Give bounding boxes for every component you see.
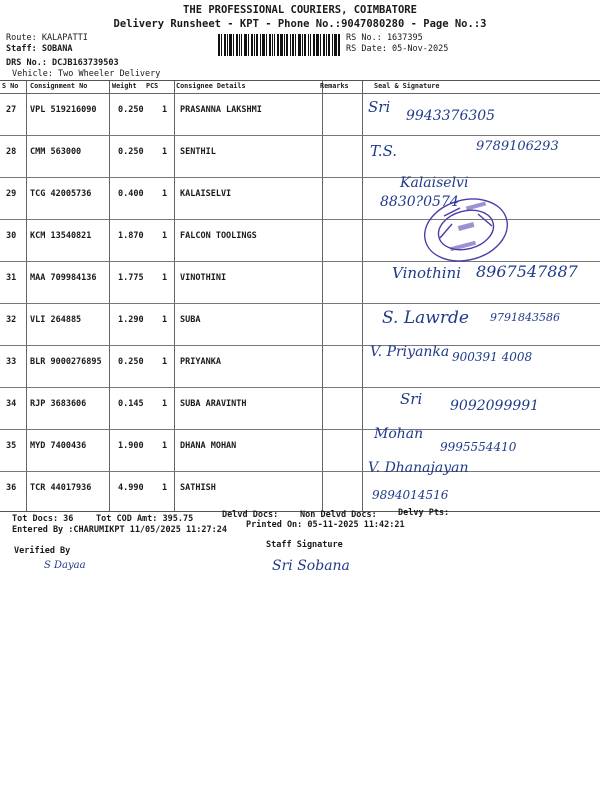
handwritten-phone-row-34: 9092099991 [450, 398, 540, 414]
cell-consignee: SENTHIL [180, 147, 216, 157]
cell-pcs: 1 [162, 399, 168, 409]
cell-pcs: 1 [162, 441, 168, 451]
cell-sno: 36 [6, 483, 17, 493]
cell-sno: 30 [6, 231, 17, 241]
cell-sno: 29 [6, 189, 17, 199]
cell-weight: 0.400 [118, 189, 144, 199]
cell-pcs: 1 [162, 315, 168, 325]
table-row [0, 94, 600, 136]
cell-pcs: 1 [162, 483, 168, 493]
signature-row-35: Mohan [374, 426, 424, 442]
cell-consignment: VPL 519216090 [30, 105, 97, 115]
cell-sno: 31 [6, 273, 17, 283]
printed-on: Printed On: 05-11-2025 11:42:21 [246, 520, 405, 530]
cell-weight: 0.250 [118, 105, 144, 115]
handwritten-phone-row-28: 9789106293 [476, 139, 559, 154]
cell-consignment: RJP 3683606 [30, 399, 87, 409]
handwritten-phone-row-32: 9791843586 [490, 311, 560, 324]
barcode-image [218, 34, 340, 56]
signature-row-29: Kalaiselvi [400, 175, 469, 191]
header-consignment: Consignment No [30, 82, 88, 90]
cell-sno: 33 [6, 357, 17, 367]
cell-consignment: VLI 264885 [30, 315, 82, 325]
verified-by-signature: S Dayaa [44, 560, 86, 571]
verified-by-label: Verified By [14, 546, 71, 556]
cell-pcs: 1 [162, 357, 168, 367]
route-label: Route: KALAPATTI [6, 33, 88, 43]
cell-weight: 4.990 [118, 483, 144, 493]
handwritten-phone-row-27: 9943376305 [406, 108, 496, 124]
staff-label: Staff: SOBANA [6, 44, 73, 54]
non-delivered-docs: Non Delvd Docs: [300, 510, 377, 520]
signature-row-36: V. Dhanajayan [368, 460, 469, 476]
signature-row-27: Sri [368, 98, 391, 116]
handwritten-phone-row-31: 8967547887 [476, 262, 578, 281]
cell-sno: 32 [6, 315, 17, 325]
header-seal-signature: Seal & Signature [374, 82, 440, 90]
handwritten-phone-row-33: 900391 4008 [452, 350, 533, 364]
table-row [0, 472, 600, 513]
cell-sno: 34 [6, 399, 17, 409]
signature-row-34: Sri [400, 390, 423, 408]
header-consignee: Consignee Details [176, 82, 246, 90]
cell-weight: 1.290 [118, 315, 144, 325]
total-cod-amount: Tot COD Amt: 395.75 [96, 514, 194, 524]
staff-signature: Sri Sobana [272, 558, 350, 574]
handwritten-phone-row-29: 8830?0574 [380, 194, 459, 210]
signature-row-28: T.S. [370, 142, 398, 160]
cell-weight: 1.870 [118, 231, 144, 241]
company-title: THE PROFESSIONAL COURIERS, COIMBATORE [183, 4, 417, 16]
header-pcs: PCS [146, 82, 159, 90]
delivered-docs: Delvd Docs: [222, 510, 279, 520]
rs-date: RS Date: 05-Nov-2025 [346, 44, 449, 54]
cell-consignment: BLR 9000276895 [30, 357, 102, 367]
cell-consignment: KCM 13540821 [30, 231, 92, 241]
cell-consignment: MAA 709984136 [30, 273, 97, 283]
cell-consignee: PRIYANKA [180, 357, 221, 367]
cell-pcs: 1 [162, 273, 168, 283]
handwritten-phone-row-35: 9995554410 [440, 440, 517, 454]
cell-pcs: 1 [162, 147, 168, 157]
total-docs: Tot Docs: 36 [12, 514, 74, 524]
cell-consignment: MYD 7400436 [30, 441, 87, 451]
cell-weight: 0.250 [118, 147, 144, 157]
cell-consignee: SUBA [180, 315, 201, 325]
cell-consignee: DHANA MOHAN [180, 441, 237, 451]
cell-consignee: SATHISH [180, 483, 216, 493]
signature-row-32: S. Lawrde [382, 308, 469, 328]
cell-sno: 35 [6, 441, 17, 451]
header-weight: Weight [112, 82, 137, 90]
cell-consignment: CMM 563000 [30, 147, 82, 157]
delivery-points: Delvy Pts: [398, 508, 450, 518]
cell-consignee: SUBA ARAVINTH [180, 399, 247, 409]
handwritten-phone-row-36: 9894014516 [372, 488, 449, 502]
cell-weight: 0.145 [118, 399, 144, 409]
table-header [0, 81, 600, 94]
signature-row-31: Vinothini [392, 264, 462, 282]
runsheet-subtitle: Delivery Runsheet - KPT - Phone No.:9047080280 - Page No.:3 [113, 18, 487, 30]
cell-pcs: 1 [162, 105, 168, 115]
staff-signature-label: Staff Signature [266, 540, 343, 550]
cell-sno: 28 [6, 147, 17, 157]
drs-number: DRS No.: DCJB163739503 [6, 58, 119, 68]
cell-sno: 27 [6, 105, 17, 115]
cell-consignment: TCR 44017936 [30, 483, 92, 493]
header-sno: S No [2, 82, 19, 90]
header-remarks: Remarks [320, 82, 349, 90]
cell-weight: 1.900 [118, 441, 144, 451]
vehicle-label: Vehicle: Two Wheeler Delivery [12, 69, 161, 79]
entered-by: Entered By :CHARUMIKPT 11/05/2025 11:27:24 [12, 525, 227, 535]
cell-weight: 1.775 [118, 273, 144, 283]
cell-consignee: FALCON TOOLINGS [180, 231, 257, 241]
cell-consignment: TCG 42005736 [30, 189, 92, 199]
cell-consignee: PRASANNA LAKSHMI [180, 105, 262, 115]
cell-pcs: 1 [162, 189, 168, 199]
cell-consignee: VINOTHINI [180, 273, 227, 283]
rs-number: RS No.: 1637395 [346, 33, 423, 43]
cell-pcs: 1 [162, 231, 168, 241]
cell-consignee: KALAISELVI [180, 189, 232, 199]
signature-row-33: V. Priyanka [370, 344, 450, 360]
cell-weight: 0.250 [118, 357, 144, 367]
